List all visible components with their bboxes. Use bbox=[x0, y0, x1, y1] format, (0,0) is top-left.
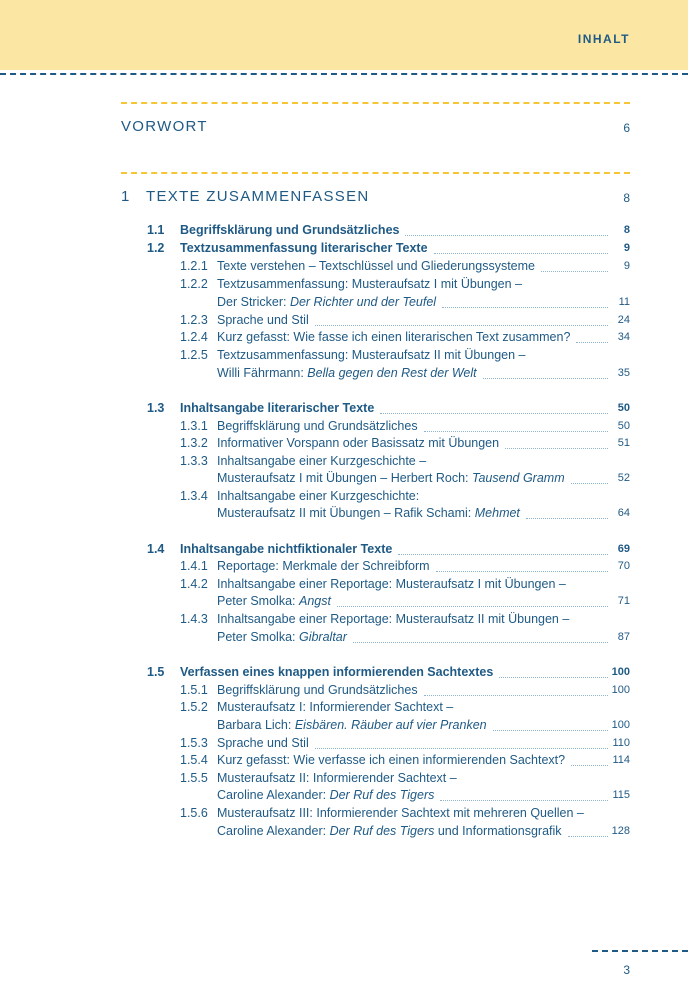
toc-section-entry bbox=[147, 664, 630, 681]
toc-entry-title: Musteraufsatz I mit Übungen – Herbert Roch: bbox=[217, 471, 472, 485]
toc-entry-work-title: Der Richter und der Teufel bbox=[289, 295, 437, 309]
toc-subsection-entry bbox=[180, 488, 630, 505]
toc-entry-text bbox=[217, 735, 309, 752]
toc-entry-title: Inhaltsangabe einer Reportage: Musteraufsatz I mit Übungen – bbox=[217, 577, 566, 591]
toc-entry-title: Kurz gefasst: Wie fasse ich einen literarischen Text zusammen? bbox=[217, 330, 571, 344]
toc-leader-line bbox=[440, 800, 608, 801]
toc-entry-number: 1.2.5 bbox=[180, 348, 208, 362]
toc-subsection-entry bbox=[180, 629, 630, 646]
toc-leader-line bbox=[568, 836, 608, 837]
toc-entry-text bbox=[180, 400, 374, 417]
header-divider bbox=[0, 73, 688, 75]
toc-entry-title: Musteraufsatz II: Informierender Sachtext – bbox=[217, 771, 457, 785]
toc-leader-line bbox=[483, 378, 608, 379]
toc-entry-text bbox=[217, 593, 331, 610]
toc-entry-title: Textzusammenfassung: Musteraufsatz I mit Übungen – bbox=[217, 277, 523, 291]
toc-leader-line bbox=[436, 571, 608, 572]
toc-subsection-entry bbox=[180, 347, 630, 364]
toc-leader-line bbox=[499, 677, 608, 678]
toc-entry-work-title: Angst bbox=[298, 594, 331, 608]
toc-entry-title: Begriffsklärung und Grundsätzliches bbox=[180, 223, 400, 237]
toc-leader-line bbox=[424, 431, 608, 432]
toc-leader-line bbox=[442, 307, 608, 308]
toc-entry-number: 1.5.4 bbox=[180, 753, 208, 767]
toc-entry-work-title: Gibraltar bbox=[298, 630, 347, 644]
toc-entry-text bbox=[217, 312, 309, 329]
toc-entry-page: 34 bbox=[617, 331, 630, 343]
toc-entry-text bbox=[217, 505, 520, 522]
toc-leader-line bbox=[315, 325, 608, 326]
toc-entry-number: 1.2.1 bbox=[180, 259, 208, 273]
toc-leader-line bbox=[571, 483, 608, 484]
toc-entry-text bbox=[180, 664, 493, 681]
toc-subsection-entry bbox=[180, 593, 630, 610]
toc-subsection-entry bbox=[180, 329, 630, 346]
toc-entry-page: 11 bbox=[618, 296, 630, 308]
toc-subsection-entry bbox=[180, 312, 630, 329]
toc-entry-text bbox=[217, 453, 426, 470]
toc-entry-text bbox=[217, 699, 453, 716]
toc-subsection-entry bbox=[180, 611, 630, 628]
toc-entry-number: 1.4.2 bbox=[180, 577, 208, 591]
toc-entry-text bbox=[217, 770, 457, 787]
toc-entry-page: 64 bbox=[617, 507, 630, 519]
toc-section-entry bbox=[147, 222, 630, 239]
toc-entry-work-title: Der Ruf des Tigers bbox=[329, 824, 435, 838]
toc-entry-title: Peter Smolka: bbox=[217, 594, 299, 608]
toc-subsection-entry bbox=[180, 805, 630, 822]
toc-entry-page: 70 bbox=[617, 560, 630, 572]
toc-entry-number: 1.5.1 bbox=[180, 683, 208, 697]
toc-leader-line bbox=[493, 730, 608, 731]
toc-entry-title: Textzusammenfassung: Musteraufsatz II mit Übungen – bbox=[217, 348, 526, 362]
vorwort-title: VORWORT bbox=[121, 118, 208, 135]
toc-entry-work-title: Bella gegen den Rest der Welt bbox=[307, 366, 477, 380]
toc-subsection-entry bbox=[180, 717, 630, 734]
toc-entry-page: 8 bbox=[623, 224, 630, 236]
toc-subsection-entry bbox=[180, 823, 630, 840]
toc-entry-page: 69 bbox=[617, 543, 630, 555]
toc-section-entry bbox=[147, 240, 630, 257]
toc-subsection-entry bbox=[180, 418, 630, 435]
toc-entry-page: 24 bbox=[617, 314, 630, 326]
toc-entry-number: 1.3.3 bbox=[180, 454, 208, 468]
toc-entry-title: Texte verstehen – Textschlüssel und Gliederungssysteme bbox=[217, 259, 535, 273]
toc-leader-line bbox=[405, 235, 608, 236]
toc-entry-number: 1.4.3 bbox=[180, 612, 208, 626]
toc-entry-page: 51 bbox=[617, 437, 630, 449]
toc-entry-page: 52 bbox=[617, 472, 630, 484]
toc-entry-text bbox=[217, 365, 477, 382]
toc-entry-text bbox=[217, 470, 565, 487]
toc-entry-page: 128 bbox=[611, 825, 630, 837]
toc-entry-title: Sprache und Stil bbox=[217, 736, 309, 750]
footer-divider bbox=[592, 950, 688, 952]
toc-leader-line bbox=[526, 518, 608, 519]
toc-subsection-entry bbox=[180, 682, 630, 699]
toc-entry-number: 1.4 bbox=[147, 542, 165, 556]
toc-section-entry bbox=[147, 541, 630, 558]
toc-entry-number: 1.3 bbox=[147, 401, 165, 415]
toc-entry-text bbox=[217, 418, 418, 435]
toc-entry-text bbox=[217, 258, 535, 275]
toc-entry-page: 9 bbox=[623, 260, 630, 272]
toc-entry-page: 9 bbox=[623, 242, 630, 254]
toc-entry-title: Inhaltsangabe literarischer Texte bbox=[180, 401, 375, 415]
vorwort-divider bbox=[121, 102, 630, 104]
vorwort-page: 6 bbox=[623, 121, 630, 135]
toc-entry-page: 50 bbox=[617, 402, 630, 414]
toc-leader-line bbox=[424, 695, 608, 696]
toc-entry-page: 100 bbox=[611, 684, 630, 696]
toc-entry-number: 1.4.1 bbox=[180, 559, 208, 573]
toc-subsection-entry bbox=[180, 735, 630, 752]
toc-leader-line bbox=[434, 253, 608, 254]
toc-subsection-entry bbox=[180, 435, 630, 452]
toc-entry-page: 100 bbox=[611, 666, 630, 678]
toc-leader-line bbox=[353, 642, 608, 643]
toc-entry-title: Musteraufsatz II mit Übungen – Rafik Schami: bbox=[217, 506, 475, 520]
toc-entry-text bbox=[217, 717, 487, 734]
toc-entry-text bbox=[217, 294, 436, 311]
toc-subsection-entry bbox=[180, 294, 630, 311]
toc-entry-text bbox=[217, 329, 570, 346]
toc-entry-text bbox=[217, 752, 565, 769]
chapter-number: 1 bbox=[121, 188, 130, 205]
toc-entry-number: 1.2 bbox=[147, 241, 165, 255]
toc-entry-title: Musteraufsatz III: Informierender Sachtext mit mehreren Quellen – bbox=[217, 806, 584, 820]
toc-entry-title: Peter Smolka: bbox=[217, 630, 299, 644]
toc-entry-page: 35 bbox=[617, 367, 630, 379]
toc-entry-work-title: Tausend Gramm bbox=[471, 471, 565, 485]
toc-entry-number: 1.5.6 bbox=[180, 806, 208, 820]
toc-entry-title: Willi Fährmann: bbox=[217, 366, 308, 380]
toc-entry-title: Caroline Alexander: bbox=[217, 824, 330, 838]
toc-entry-text bbox=[217, 435, 499, 452]
toc-entry-number: 1.2.4 bbox=[180, 330, 208, 344]
toc-subsection-entry bbox=[180, 258, 630, 275]
toc-entry-title: Sprache und Stil bbox=[217, 313, 309, 327]
toc-subsection-entry bbox=[180, 453, 630, 470]
toc-entry-page: 110 bbox=[612, 737, 630, 749]
toc-entry-work-title: Der Ruf des Tigers bbox=[329, 788, 435, 802]
toc-entry-title: Informativer Vorspann oder Basissatz mit Übungen bbox=[217, 436, 500, 450]
toc-leader-line bbox=[505, 448, 608, 449]
toc-leader-line bbox=[541, 271, 608, 272]
toc-entry-work-title: Eisbären. Räuber auf vier Pranken bbox=[294, 718, 487, 732]
toc-entry-text bbox=[180, 240, 428, 257]
toc-entry-title: Begriffsklärung und Grundsätzliches bbox=[217, 683, 418, 697]
toc-entry-number: 1.5.2 bbox=[180, 700, 208, 714]
toc-subsection-entry bbox=[180, 558, 630, 575]
toc-entry-title: Inhaltsangabe nichtfiktionaler Texte bbox=[180, 542, 393, 556]
toc-entry-text bbox=[217, 805, 584, 822]
page-number: 3 bbox=[623, 963, 630, 977]
toc-entry-text bbox=[180, 541, 392, 558]
toc-entry-number: 1.5.3 bbox=[180, 736, 208, 750]
toc-leader-line bbox=[398, 554, 608, 555]
chapter-title: TEXTE ZUSAMMENFASSEN bbox=[146, 188, 370, 205]
toc-entry-number: 1.2.2 bbox=[180, 277, 208, 291]
toc-entry-text bbox=[217, 488, 419, 505]
toc-leader-line bbox=[571, 765, 608, 766]
running-header-title: INHALT bbox=[577, 32, 630, 46]
toc-subsection-entry bbox=[180, 752, 630, 769]
toc-entry-number: 1.5.5 bbox=[180, 771, 208, 785]
toc-entry-page: 50 bbox=[617, 420, 630, 432]
toc-entry-page: 87 bbox=[617, 631, 630, 643]
toc-section-entry bbox=[147, 400, 630, 417]
toc-leader-line bbox=[337, 606, 608, 607]
toc-entry-text bbox=[217, 823, 562, 840]
toc-subsection-entry bbox=[180, 470, 630, 487]
toc-subsection-entry bbox=[180, 770, 630, 787]
toc-subsection-entry bbox=[180, 787, 630, 804]
toc-entry-title: Kurz gefasst: Wie verfasse ich einen informierenden Sachtext? bbox=[217, 753, 566, 767]
toc-entry-text bbox=[217, 682, 418, 699]
toc-leader-line bbox=[380, 413, 608, 414]
toc-entry-number: 1.5 bbox=[147, 665, 165, 679]
chapter-divider bbox=[121, 172, 630, 174]
toc-entry-number: 1.2.3 bbox=[180, 313, 208, 327]
toc-entry-text bbox=[180, 222, 399, 239]
toc-entry-title: Inhaltsangabe einer Kurzgeschichte: bbox=[217, 489, 420, 503]
toc-entry-text bbox=[217, 576, 566, 593]
toc-entry-text bbox=[217, 611, 569, 628]
toc-entry-number: 1.3.4 bbox=[180, 489, 208, 503]
toc-entry-page: 100 bbox=[611, 719, 630, 731]
toc-entry-text bbox=[217, 347, 525, 364]
toc-entry-text bbox=[217, 558, 430, 575]
toc-entry-title: Verfassen eines knappen informierenden Sachtextes bbox=[180, 665, 494, 679]
toc-entry-title: Caroline Alexander: bbox=[217, 788, 330, 802]
toc-subsection-entry bbox=[180, 365, 630, 382]
toc-entry-text bbox=[217, 787, 434, 804]
toc-entry-title: Inhaltsangabe einer Reportage: Musteraufsatz II mit Übungen – bbox=[217, 612, 570, 626]
toc-entry-title: Barbara Lich: bbox=[217, 718, 295, 732]
toc-entry-page: 71 bbox=[617, 595, 630, 607]
toc-entry-title: Begriffsklärung und Grundsätzliches bbox=[217, 419, 418, 433]
toc-subsection-entry bbox=[180, 576, 630, 593]
toc-entry-title: Textzusammenfassung literarischer Texte bbox=[180, 241, 428, 255]
toc-entry-page: 115 bbox=[612, 789, 630, 801]
toc-leader-line bbox=[576, 342, 608, 343]
toc-entry-title: Reportage: Merkmale der Schreibform bbox=[217, 559, 430, 573]
toc-entry-page: 114 bbox=[612, 754, 630, 766]
toc-leader-line bbox=[315, 748, 608, 749]
toc-entry-number: 1.3.2 bbox=[180, 436, 208, 450]
chapter-page: 8 bbox=[623, 191, 630, 205]
toc-entry-number: 1.3.1 bbox=[180, 419, 208, 433]
toc-entry-suffix: und Informationsgrafik bbox=[434, 824, 562, 838]
toc-subsection-entry bbox=[180, 276, 630, 293]
toc-entry-title: Inhaltsangabe einer Kurzgeschichte – bbox=[217, 454, 427, 468]
toc-entry-work-title: Mehmet bbox=[474, 506, 520, 520]
toc-entry-title: Musteraufsatz I: Informierender Sachtext – bbox=[217, 700, 454, 714]
toc-entry-title: Der Stricker: bbox=[217, 295, 290, 309]
toc-entry-text bbox=[217, 276, 522, 293]
toc-subsection-entry bbox=[180, 505, 630, 522]
toc-entry-number: 1.1 bbox=[147, 223, 165, 237]
toc-subsection-entry bbox=[180, 699, 630, 716]
toc-entry-text bbox=[217, 629, 347, 646]
